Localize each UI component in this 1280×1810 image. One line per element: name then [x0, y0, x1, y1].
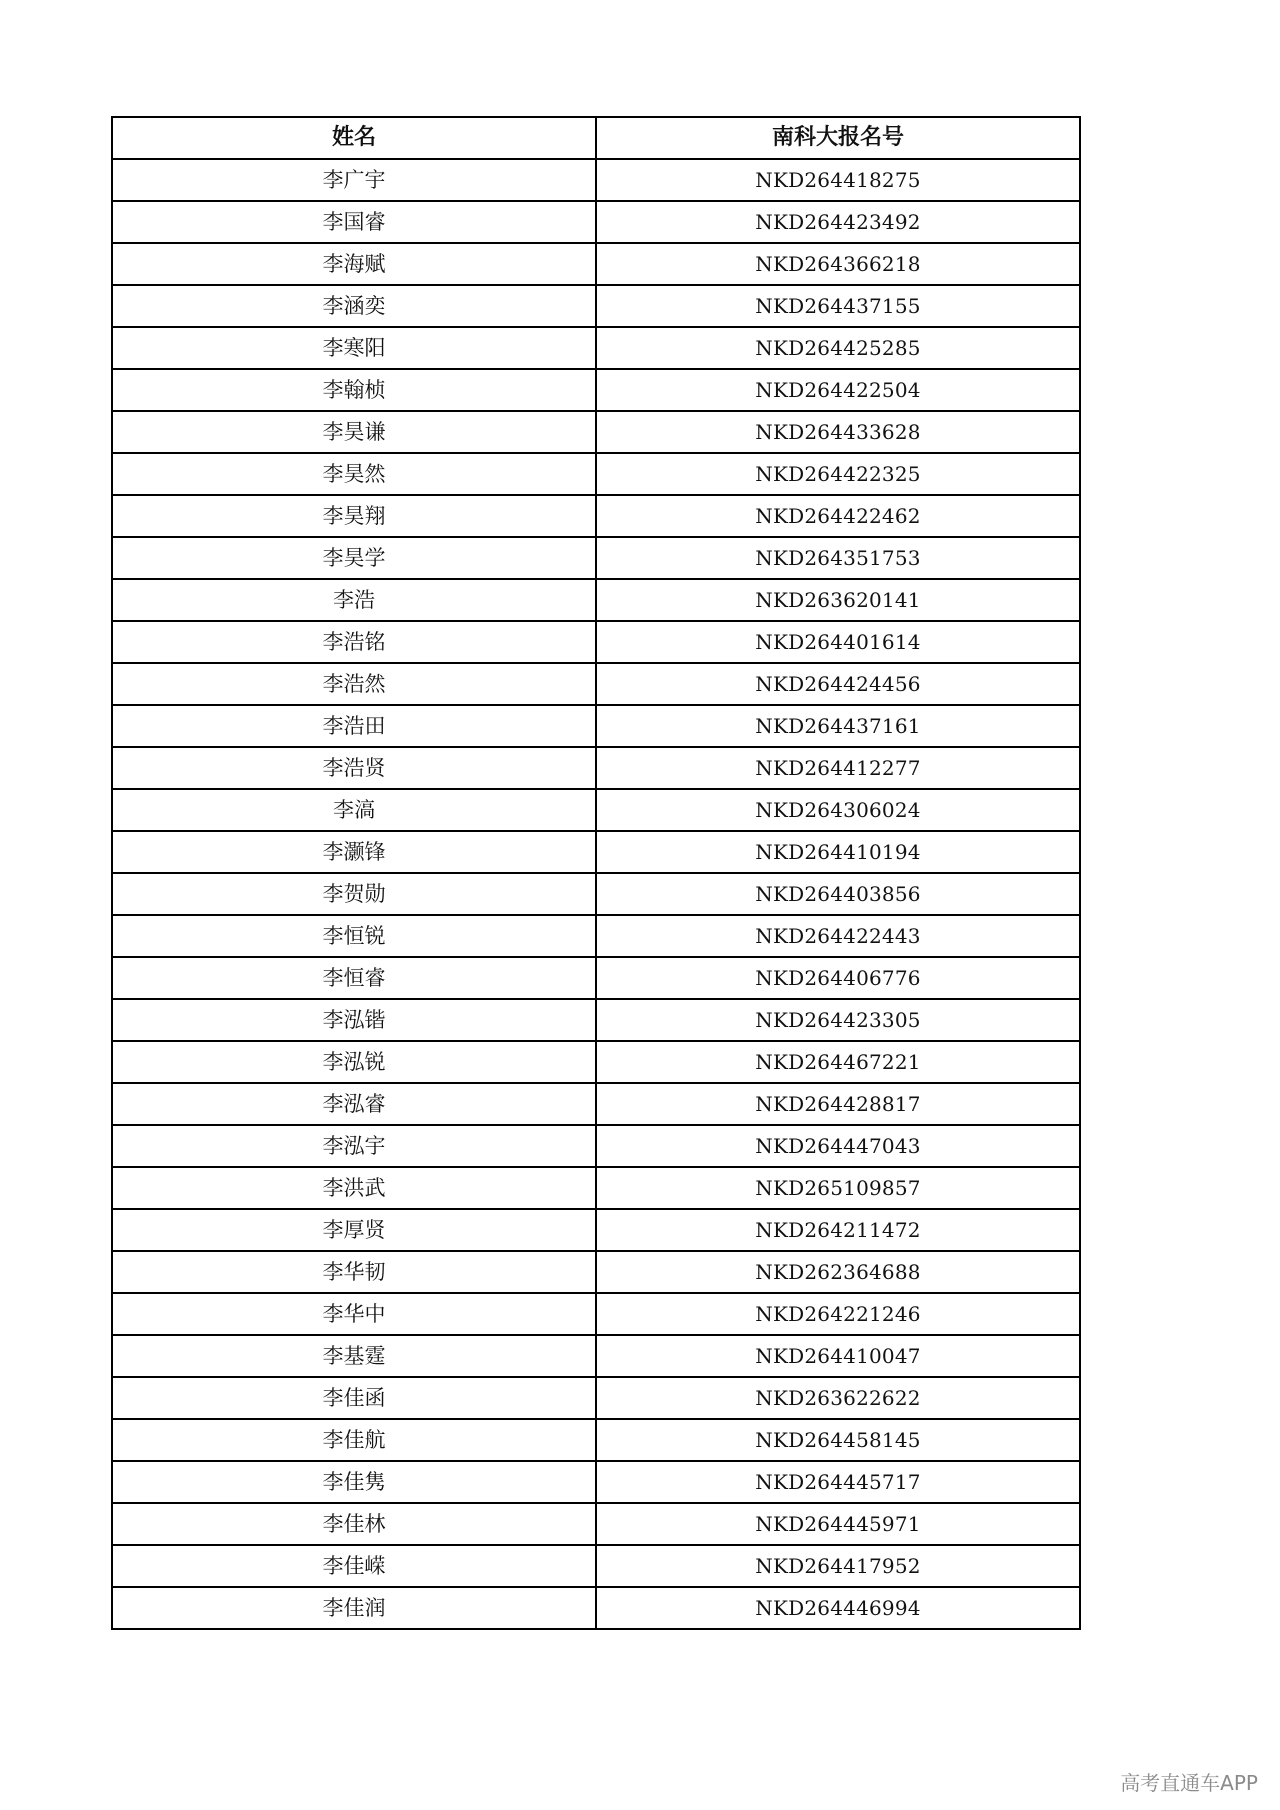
table-header-row	[112, 117, 1080, 159]
cell-registration-id: NKD264422325	[596, 453, 1080, 495]
table-row	[112, 1461, 1080, 1503]
cell-name: 李恒睿	[112, 957, 596, 999]
cell-registration-id: NKD265109857	[596, 1167, 1080, 1209]
table-row	[112, 789, 1080, 831]
table-row	[112, 369, 1080, 411]
table-row	[112, 579, 1080, 621]
cell-name: 李洪武	[112, 1167, 596, 1209]
cell-name: 李佳林	[112, 1503, 596, 1545]
table-row	[112, 1587, 1080, 1629]
cell-name: 李海赋	[112, 243, 596, 285]
cell-registration-id: NKD264422462	[596, 495, 1080, 537]
cell-name: 李佳嵘	[112, 1545, 596, 1587]
table-row	[112, 747, 1080, 789]
table-row	[112, 873, 1080, 915]
cell-registration-id: NKD264423305	[596, 999, 1080, 1041]
cell-registration-id: NKD264446994	[596, 1587, 1080, 1629]
table-row	[112, 1545, 1080, 1587]
cell-registration-id: NKD264221246	[596, 1293, 1080, 1335]
cell-registration-id: NKD264423492	[596, 201, 1080, 243]
table-row	[112, 1251, 1080, 1293]
cell-registration-id: NKD264410194	[596, 831, 1080, 873]
cell-name: 李厚贤	[112, 1209, 596, 1251]
cell-name: 李寒阳	[112, 327, 596, 369]
header-name: 姓名	[112, 117, 596, 159]
table-row	[112, 243, 1080, 285]
table-row	[112, 915, 1080, 957]
cell-name: 李昊然	[112, 453, 596, 495]
cell-name: 李浩铭	[112, 621, 596, 663]
cell-name: 李基霆	[112, 1335, 596, 1377]
table-body	[112, 159, 1080, 1629]
table-row	[112, 1125, 1080, 1167]
cell-registration-id: NKD264418275	[596, 159, 1080, 201]
cell-name: 李昊学	[112, 537, 596, 579]
cell-name: 李灏锋	[112, 831, 596, 873]
table-row	[112, 1335, 1080, 1377]
table-row	[112, 201, 1080, 243]
table-row	[112, 285, 1080, 327]
cell-name: 李泓睿	[112, 1083, 596, 1125]
cell-registration-id: NKD264445971	[596, 1503, 1080, 1545]
cell-name: 李广宇	[112, 159, 596, 201]
cell-registration-id: NKD264401614	[596, 621, 1080, 663]
cell-registration-id: NKD264424456	[596, 663, 1080, 705]
cell-name: 李恒锐	[112, 915, 596, 957]
table-row	[112, 159, 1080, 201]
table-row	[112, 1167, 1080, 1209]
header-registration-id: 南科大报名号	[596, 117, 1080, 159]
cell-registration-id: NKD264422504	[596, 369, 1080, 411]
table-row	[112, 831, 1080, 873]
table-row	[112, 1377, 1080, 1419]
cell-name: 李华韧	[112, 1251, 596, 1293]
table-row	[112, 1293, 1080, 1335]
cell-registration-id: NKD264410047	[596, 1335, 1080, 1377]
table-row	[112, 1083, 1080, 1125]
cell-registration-id: NKD264406776	[596, 957, 1080, 999]
cell-name: 李涵奕	[112, 285, 596, 327]
cell-registration-id: NKD264306024	[596, 789, 1080, 831]
cell-name: 李泓锐	[112, 1041, 596, 1083]
cell-registration-id: NKD264351753	[596, 537, 1080, 579]
cell-registration-id: NKD262364688	[596, 1251, 1080, 1293]
cell-name: 李浩然	[112, 663, 596, 705]
cell-name: 李翰桢	[112, 369, 596, 411]
cell-registration-id: NKD264428817	[596, 1083, 1080, 1125]
table-row	[112, 1209, 1080, 1251]
table-row	[112, 705, 1080, 747]
cell-registration-id: NKD264445717	[596, 1461, 1080, 1503]
cell-name: 李昊谦	[112, 411, 596, 453]
cell-name: 李佳隽	[112, 1461, 596, 1503]
cell-registration-id: NKD264458145	[596, 1419, 1080, 1461]
cell-name: 李佳函	[112, 1377, 596, 1419]
cell-name: 李泓锴	[112, 999, 596, 1041]
cell-registration-id: NKD264412277	[596, 747, 1080, 789]
cell-registration-id: NKD264417952	[596, 1545, 1080, 1587]
table-row	[112, 999, 1080, 1041]
table-row	[112, 495, 1080, 537]
cell-registration-id: NKD264366218	[596, 243, 1080, 285]
cell-name: 李昊翔	[112, 495, 596, 537]
cell-name: 李贺勋	[112, 873, 596, 915]
cell-name: 李华中	[112, 1293, 596, 1335]
cell-name: 李浩田	[112, 705, 596, 747]
table-row	[112, 663, 1080, 705]
cell-name: 李佳润	[112, 1587, 596, 1629]
table-row	[112, 621, 1080, 663]
cell-name: 李佳航	[112, 1419, 596, 1461]
cell-registration-id: NKD264437161	[596, 705, 1080, 747]
table-row	[112, 537, 1080, 579]
cell-name: 李泓宇	[112, 1125, 596, 1167]
cell-registration-id: NKD264433628	[596, 411, 1080, 453]
cell-registration-id: NKD263620141	[596, 579, 1080, 621]
table-row	[112, 1041, 1080, 1083]
cell-registration-id: NKD264447043	[596, 1125, 1080, 1167]
cell-name: 李浩贤	[112, 747, 596, 789]
table-row	[112, 1419, 1080, 1461]
registration-table	[111, 116, 1081, 1630]
table-row	[112, 327, 1080, 369]
cell-registration-id: NKD263622622	[596, 1377, 1080, 1419]
cell-registration-id: NKD264211472	[596, 1209, 1080, 1251]
watermark: 高考直通车APP	[1120, 1771, 1258, 1795]
table-row	[112, 957, 1080, 999]
table-row	[112, 411, 1080, 453]
cell-name: 李浩	[112, 579, 596, 621]
cell-name: 李滈	[112, 789, 596, 831]
cell-name: 李国睿	[112, 201, 596, 243]
table-row	[112, 453, 1080, 495]
table-row	[112, 1503, 1080, 1545]
cell-registration-id: NKD264467221	[596, 1041, 1080, 1083]
cell-registration-id: NKD264425285	[596, 327, 1080, 369]
cell-registration-id: NKD264437155	[596, 285, 1080, 327]
cell-registration-id: NKD264403856	[596, 873, 1080, 915]
cell-registration-id: NKD264422443	[596, 915, 1080, 957]
